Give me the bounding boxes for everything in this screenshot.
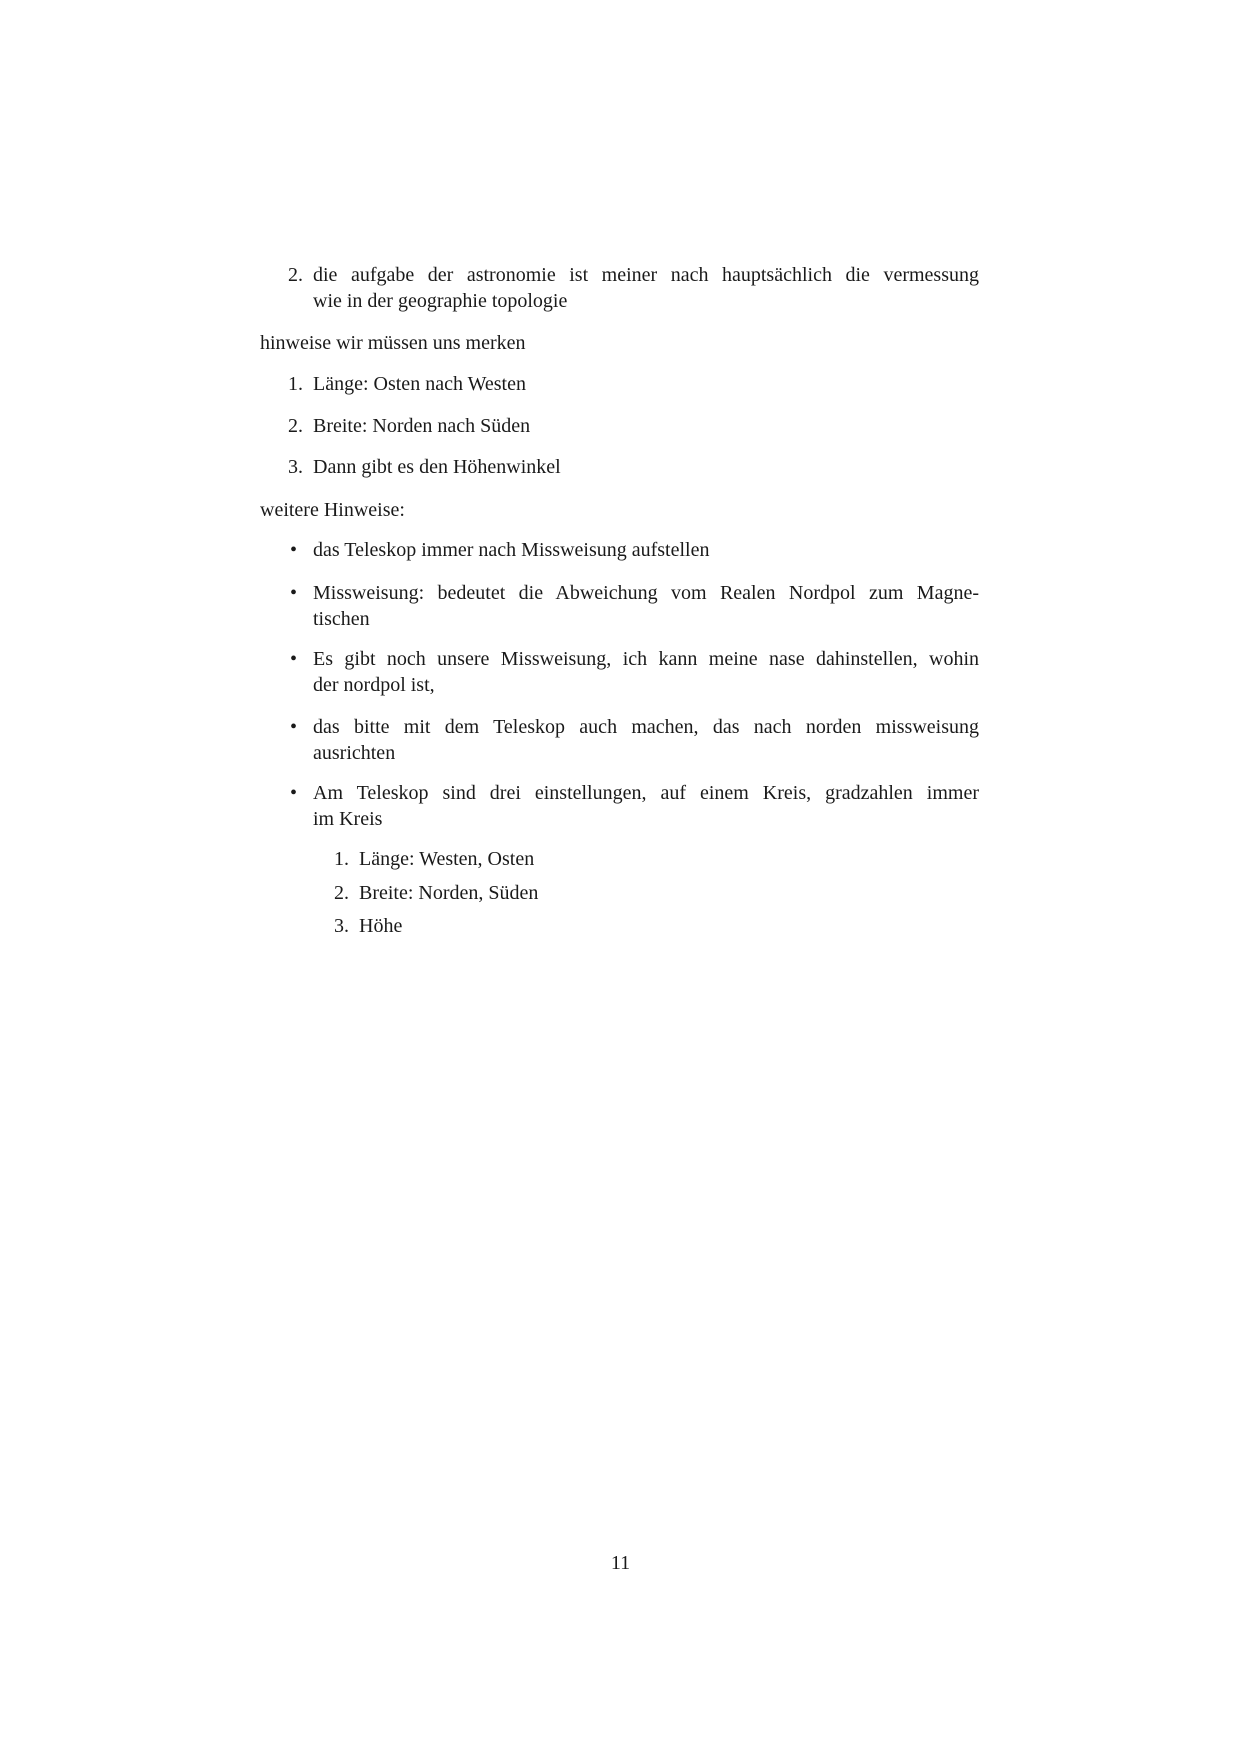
paragraph: hinweise wir müssen uns merken <box>260 332 526 354</box>
list-item-text: Länge: Osten nach Westen <box>313 373 526 395</box>
list-item-text: die aufgabe der astronomie ist meiner nach hauptsächlich die vermessung <box>313 264 979 286</box>
bullet-icon: • <box>290 539 298 561</box>
bullet-icon: • <box>290 582 298 604</box>
bullet-text: Es gibt noch unsere Missweisung, ich kann meine nase dahinstellen, wohin <box>313 648 979 670</box>
list-number: 3. <box>334 915 349 937</box>
bullet-text: der nordpol ist, <box>313 674 435 696</box>
bullet-text: tischen <box>313 608 370 630</box>
list-item-text: Breite: Norden nach Süden <box>313 415 531 437</box>
list-item-text: Dann gibt es den Höhenwinkel <box>313 456 561 478</box>
bullet-text: das bitte mit dem Teleskop auch machen, das nach norden missweisung <box>313 716 979 738</box>
list-number: 1. <box>288 373 303 395</box>
list-number: 2. <box>334 882 349 904</box>
list-item-text: Höhe <box>359 915 403 937</box>
page-number: 11 <box>610 1552 631 1574</box>
list-number: 2. <box>288 415 303 437</box>
bullet-text: ausrichten <box>313 742 396 764</box>
bullet-text: das Teleskop immer nach Missweisung aufstellen <box>313 539 710 561</box>
paragraph: weitere Hinweise: <box>260 499 405 521</box>
bullet-icon: • <box>290 648 298 670</box>
bullet-text: im Kreis <box>313 808 383 830</box>
list-item-text: Breite: Norden, Süden <box>359 882 539 904</box>
bullet-icon: • <box>290 716 298 738</box>
bullet-icon: • <box>290 782 298 804</box>
list-number: 1. <box>334 848 349 870</box>
list-number: 2. <box>288 264 303 286</box>
list-item-text: wie in der geographie topologie <box>313 290 568 312</box>
bullet-text: Am Teleskop sind drei einstellungen, auf einem Kreis, gradzahlen immer <box>313 782 979 804</box>
bullet-text: Missweisung: bedeutet die Abweichung vom Realen Nordpol zum Magne- <box>313 582 979 604</box>
list-number: 3. <box>288 456 303 478</box>
list-item-text: Länge: Westen, Osten <box>359 848 535 870</box>
